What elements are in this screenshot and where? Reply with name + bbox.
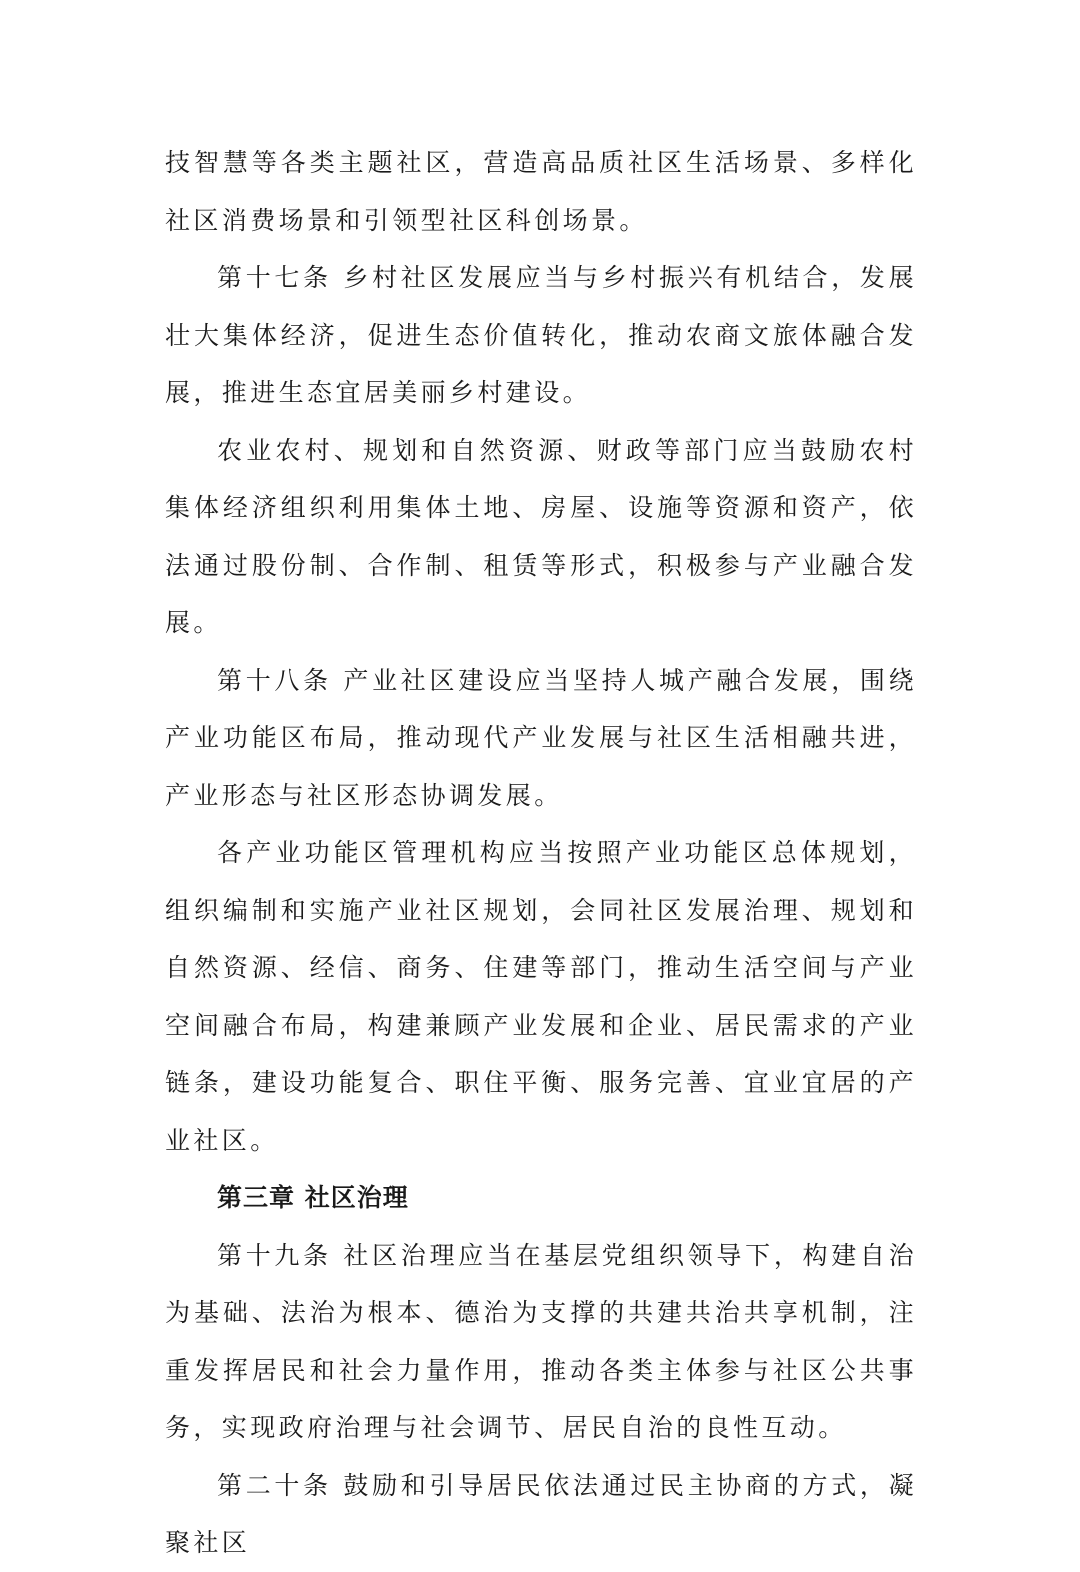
article-18-second-paragraph: 各产业功能区管理机构应当按照产业功能区总体规划，组织编制和实施产业社区规划，会同社区发展治理、规划和自然资源、经信、商务、住建等部门，推动生活空间与产业空间融合布局，构建兼顾产业发展和企业、居民需求的产业链条，建设功能复合、职住平衡、服务完善、宜业宜居的产业社区。 — [165, 838, 917, 1155]
article-17-paragraph: 第十七条 乡村社区发展应当与乡村振兴有机结合，发展壮大集体经济，促进生态价值转化，推动农商文旅体融合发展，推进生态宜居美丽乡村建设。 — [165, 263, 917, 407]
chapter-heading: 第三章 社区治理 — [217, 1183, 409, 1212]
article-17-second-paragraph: 农业农村、规划和自然资源、财政等部门应当鼓励农村集体经济组织利用集体土地、房屋、设施等资源和资产，依法通过股份制、合作制、租赁等形式，积极参与产业融合发展。 — [165, 435, 917, 637]
document-body — [165, 134, 917, 1572]
article-18-paragraph: 第十八条 产业社区建设应当坚持人城产融合发展，围绕产业功能区布局，推动现代产业发展与社区生活相融共进，产业形态与社区形态协调发展。 — [165, 665, 917, 810]
paragraph-continued-from-previous-page: 技智慧等各类主题社区，营造高品质社区生活场景、多样化社区消费场景和引领型社区科创场景。 — [165, 148, 917, 235]
article-20-paragraph: 第二十条 鼓励和引导居民依法通过民主协商的方式，凝聚社区 — [165, 1470, 917, 1557]
article-19-paragraph: 第十九条 社区治理应当在基层党组织领导下，构建自治为基础、法治为根本、德治为支撑的共建共治共享机制，注重发挥居民和社会力量作用，推动各类主体参与社区公共事务，实现政府治理与社会调节、居民自治的良性互动。 — [165, 1240, 917, 1442]
